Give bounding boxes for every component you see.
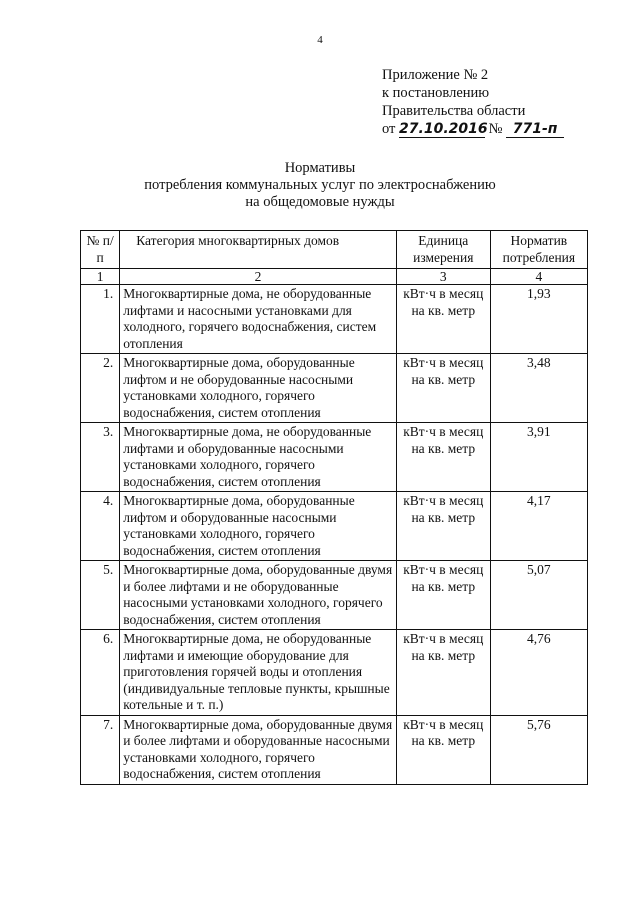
row-unit: кВт·ч в месяц на кв. метр bbox=[396, 492, 490, 561]
title-line-3: на общедомовые нужды bbox=[245, 194, 395, 210]
row-number: 7. bbox=[81, 715, 120, 784]
column-number: 3 bbox=[396, 269, 490, 285]
row-category: Многоквартирные дома, оборудованные лифтом и оборудованные насосными установками холодного, горячего водоснабжения, систем отопления bbox=[120, 492, 397, 561]
header-unit: Единица измерения bbox=[396, 231, 490, 269]
row-number: 1. bbox=[81, 285, 120, 354]
header-num: № п/п bbox=[81, 231, 120, 269]
row-category: Многоквартирные дома, оборудованные двумя и более лифтами и оборудованные насосными установками холодного, горячего водоснабжения, систем отопления bbox=[120, 715, 397, 784]
table-row bbox=[81, 561, 588, 630]
page-number: 4 bbox=[317, 34, 323, 46]
appendix-line-1: Приложение № 2 bbox=[382, 67, 489, 83]
row-unit: кВт·ч в месяц на кв. метр bbox=[396, 423, 490, 492]
row-category: Многоквартирные дома, оборудованные лифтом и не оборудованные насосными установками холодного, горячего водоснабжения, систем отопления bbox=[120, 354, 397, 423]
document-title bbox=[0, 160, 640, 211]
row-number: 3. bbox=[81, 423, 120, 492]
title-line-1: Нормативы bbox=[284, 160, 356, 176]
table-row bbox=[81, 492, 588, 561]
row-unit: кВт·ч в месяц на кв. метр bbox=[396, 715, 490, 784]
row-norm: 1,93 bbox=[490, 285, 587, 354]
appendix-line-3: Правительства области bbox=[382, 103, 526, 119]
row-category: Многоквартирные дома, не оборудованные лифтами и насосными установками для холодного, горячего водоснабжения, систем отопления bbox=[120, 285, 397, 354]
row-norm: 4,76 bbox=[490, 630, 587, 716]
row-norm: 4,17 bbox=[490, 492, 587, 561]
row-number: 5. bbox=[81, 561, 120, 630]
header-category: Категория многоквартирных домов bbox=[120, 231, 397, 269]
table-row bbox=[81, 423, 588, 492]
row-unit: кВт·ч в месяц на кв. метр bbox=[396, 354, 490, 423]
row-category: Многоквартирные дома, оборудованные двумя и более лифтами и не оборудованные насосными установками холодного, горячего водоснабжения, систем отопления bbox=[120, 561, 397, 630]
from-prefix: от bbox=[382, 121, 396, 137]
table-row bbox=[81, 715, 588, 784]
title-line-2: потребления коммунальных услуг по электроснабжению bbox=[144, 177, 496, 193]
header-norm: Норматив потребления bbox=[490, 231, 587, 269]
table-row bbox=[81, 285, 588, 354]
appendix-line-2: к постановлению bbox=[382, 85, 490, 101]
handwritten-number: 771-п bbox=[506, 122, 564, 138]
row-norm: 3,48 bbox=[490, 354, 587, 423]
column-number: 2 bbox=[120, 269, 397, 285]
table-header-row bbox=[81, 231, 588, 269]
row-unit: кВт·ч в месяц на кв. метр bbox=[396, 630, 490, 716]
table-row bbox=[81, 354, 588, 423]
number-sign: № bbox=[488, 121, 503, 137]
row-norm: 5,76 bbox=[490, 715, 587, 784]
row-norm: 3,91 bbox=[490, 423, 587, 492]
row-norm: 5,07 bbox=[490, 561, 587, 630]
row-unit: кВт·ч в месяц на кв. метр bbox=[396, 285, 490, 354]
row-number: 4. bbox=[81, 492, 120, 561]
column-number-row bbox=[81, 269, 588, 285]
row-category: Многоквартирные дома, не оборудованные лифтами и оборудованные насосными установками холодного, горячего водоснабжения, систем отопления bbox=[120, 423, 397, 492]
appendix-date-line bbox=[382, 120, 564, 138]
handwritten-date: 27.10.2016 bbox=[399, 121, 488, 137]
norms-table bbox=[80, 230, 588, 785]
row-category: Многоквартирные дома, не оборудованные лифтами и имеющие оборудование для приготовления горячей воды и отопления (индивидуальные тепловые пункты, крышные котельные и т. п.) bbox=[120, 630, 397, 716]
column-number: 4 bbox=[490, 269, 587, 285]
row-number: 6. bbox=[81, 630, 120, 716]
row-unit: кВт·ч в месяц на кв. метр bbox=[396, 561, 490, 630]
row-number: 2. bbox=[81, 354, 120, 423]
column-number: 1 bbox=[81, 269, 120, 285]
appendix-block bbox=[382, 66, 564, 138]
table-row bbox=[81, 630, 588, 716]
